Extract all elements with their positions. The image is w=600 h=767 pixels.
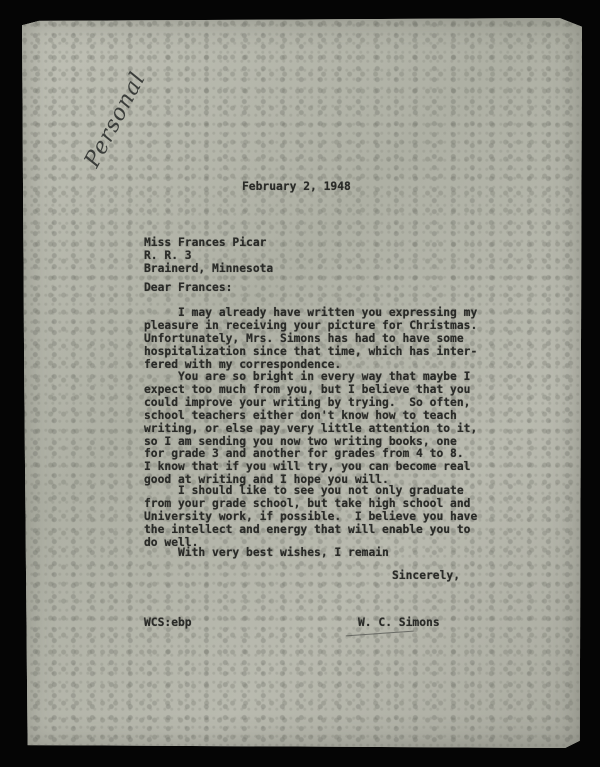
letter-date: February 2, 1948 xyxy=(242,180,351,193)
signer-name: W. C. Simons xyxy=(358,616,440,629)
reference-initials: WCS:ebp xyxy=(144,616,192,629)
paragraph-1: I may already have written you expressing my pleasure in receiving your picture for Christmas. Unfortunately, Mrs. Simons has had to have some hospitalization since that time, which has inter- fered with my correspondence. xyxy=(144,306,478,371)
paragraph-3: I should like to see you not only graduate from your grade school, but take high school and University work, if possible. I believe you have the intellect and energy that will enable you to do well. xyxy=(144,484,478,549)
recipient-route: R. R. 3 xyxy=(144,248,192,262)
closing: Sincerely, xyxy=(392,569,461,582)
handwritten-annotation: Personal xyxy=(80,67,152,172)
paragraph-4: With very best wishes, I remain xyxy=(144,546,389,559)
recipient-city: Brainerd, Minnesota xyxy=(144,261,274,275)
paragraph-2: You are so bright in every way that maybe I expect too much from you, but I believe that you could improve your writing by trying. So often, school teachers either don't know how to teach writing, or else pay very little attention to it, so I am sending you now two writing books, one for grade 3 and another for grades from 4 to 8. I know that if you will try, you can become real good at writing and I hope you will. xyxy=(144,370,478,487)
salutation: Dear Frances: xyxy=(144,281,233,294)
recipient-address xyxy=(144,237,273,276)
recipient-name: Miss Frances Picar xyxy=(144,236,267,249)
